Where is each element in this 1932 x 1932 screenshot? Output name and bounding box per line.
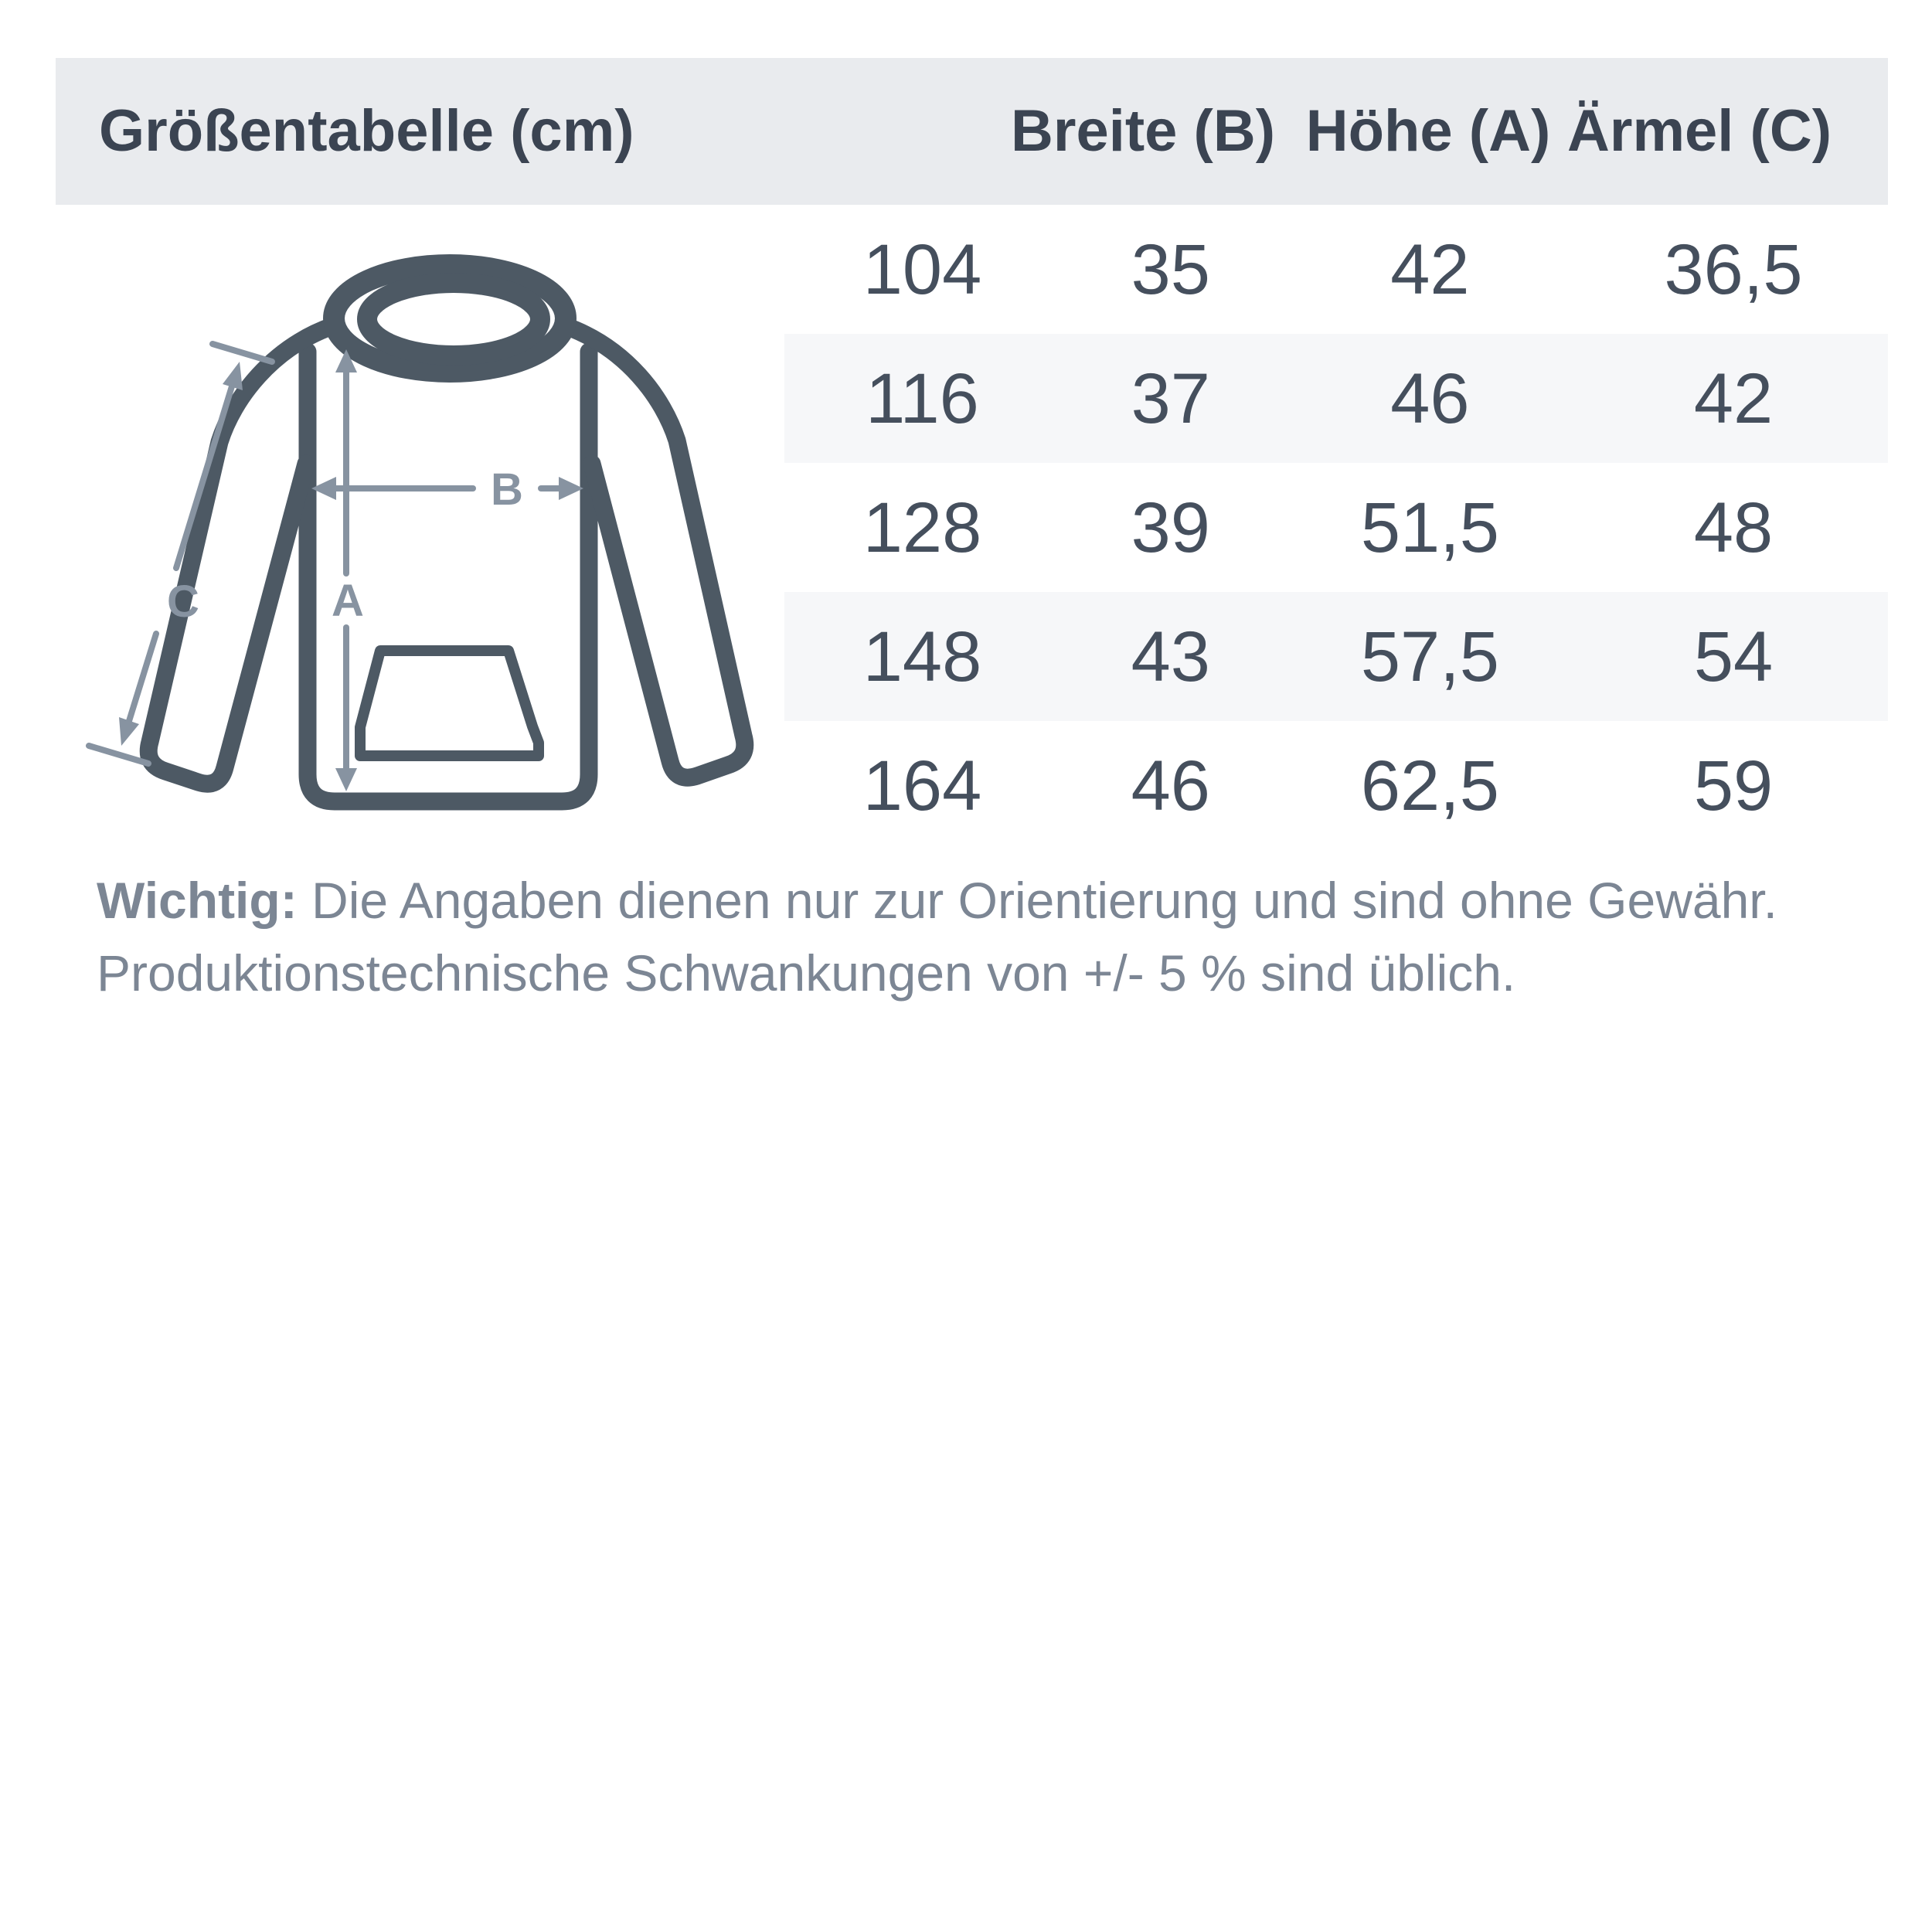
cell-breite: 39 — [1131, 488, 1210, 567]
table-row — [784, 721, 1888, 850]
cell-breite: 43 — [1131, 617, 1210, 696]
arrow-c-tick — [89, 746, 148, 764]
cell-hoehe: 62,5 — [1360, 746, 1499, 825]
table-row — [784, 463, 1888, 592]
disclaimer-line1: Die Angaben dienen nur zur Orientierung und sind ohne Gewähr. — [297, 872, 1777, 929]
cell-size: 128 — [862, 488, 982, 567]
hoodie-measurement-diagram — [46, 216, 819, 881]
cell-hoehe: 46 — [1390, 359, 1470, 438]
measure-label-c: C — [167, 577, 199, 627]
column-header-hoehe: Höhe (A) — [1305, 98, 1551, 164]
cell-hoehe: 42 — [1390, 230, 1470, 309]
arrow-c-tick — [213, 344, 272, 362]
cell-size: 164 — [862, 746, 982, 825]
cell-aermel: 59 — [1693, 746, 1774, 825]
arrow-b-head-right — [559, 477, 583, 500]
hoodie-diagram-icon — [46, 216, 819, 881]
cell-aermel: 36,5 — [1664, 230, 1803, 309]
hoodie-pocket-icon — [360, 651, 539, 756]
column-header-aermel: Ärmel (C) — [1566, 98, 1832, 164]
table-header-bar — [56, 58, 1888, 205]
cell-size: 148 — [862, 617, 982, 696]
cell-size: 116 — [866, 359, 979, 438]
table-row — [784, 592, 1888, 721]
cell-aermel: 54 — [1693, 617, 1774, 696]
cell-size: 104 — [862, 230, 982, 309]
table-row — [784, 205, 1888, 334]
cell-hoehe: 51,5 — [1360, 488, 1499, 567]
column-header-breite: Breite (B) — [1010, 98, 1276, 164]
measure-label-a: A — [332, 576, 364, 626]
cell-aermel: 48 — [1693, 488, 1774, 567]
table-row — [784, 334, 1888, 463]
hood-collar-ring-icon — [367, 283, 540, 355]
size-table — [784, 205, 1888, 850]
disclaimer-line2: Produktionstechnische Schwankungen von +/- 5 % sind üblich. — [97, 944, 1516, 1002]
cell-hoehe: 57,5 — [1360, 617, 1499, 696]
measure-label-b: B — [491, 464, 523, 515]
cell-breite: 35 — [1131, 230, 1210, 309]
disclaimer-label: Wichtig: — [97, 872, 298, 929]
page-title: Größentabelle (cm) — [99, 98, 634, 164]
disclaimer-note — [97, 864, 1889, 1009]
arrow-c-head-bottom — [119, 717, 139, 746]
hoodie-hood-icon — [334, 265, 566, 372]
cell-breite: 37 — [1131, 359, 1210, 438]
cell-aermel: 42 — [1693, 359, 1774, 438]
hoodie-outline-icon — [148, 326, 745, 801]
cell-breite: 46 — [1131, 746, 1210, 825]
arrow-c-head-top — [223, 362, 243, 390]
arrow-a-head-down — [335, 768, 357, 791]
